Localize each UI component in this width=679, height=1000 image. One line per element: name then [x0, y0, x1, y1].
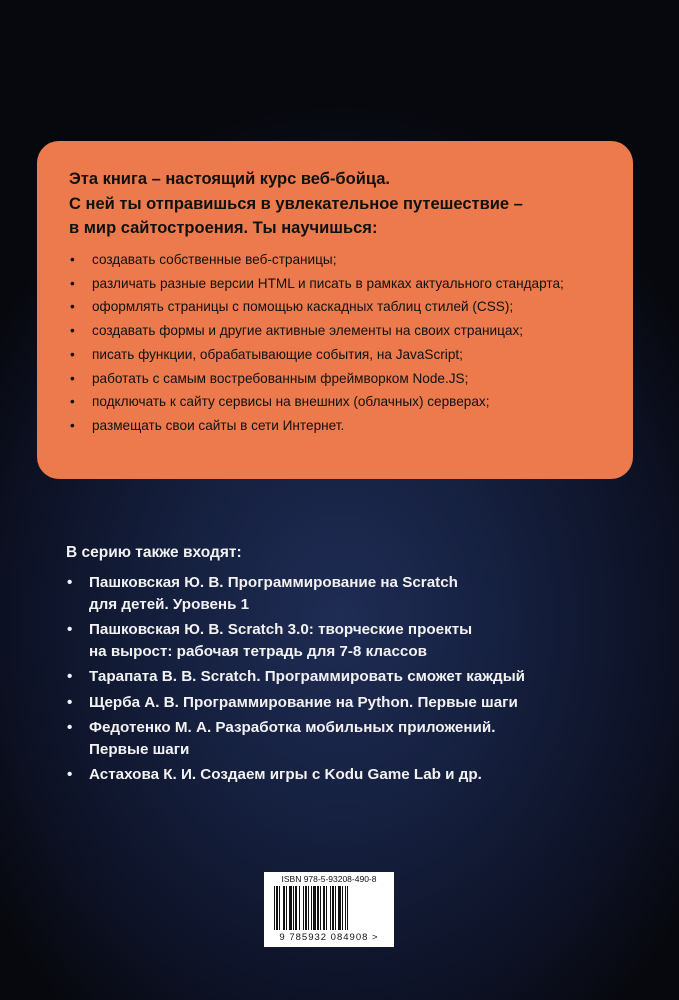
- barcode-stripe: [338, 886, 341, 930]
- barcode-stripe: [342, 886, 343, 930]
- skill-item: • подключать к сайту сервисы на внешних (облачных) серверах;: [67, 390, 627, 414]
- bullet-icon: •: [67, 719, 73, 736]
- intro-text: [69, 167, 629, 241]
- bullet-icon: •: [70, 323, 75, 339]
- barcode-stripe: [323, 886, 325, 930]
- barcode-stripe: [289, 886, 292, 930]
- series-list: [66, 572, 646, 786]
- barcode-stripe: [308, 886, 309, 930]
- barcode-stripe: [345, 886, 346, 930]
- skill-item: • оформлять страницы с помощью каскадных таблиц стилей (CSS);: [67, 295, 627, 319]
- series-item: • Щерба А. В. Программирование на Python. Первые шаги: [66, 692, 646, 714]
- bullet-icon: •: [67, 668, 73, 685]
- intro-line: в мир сайтостроения. Ты научишься:: [69, 219, 378, 237]
- barcode-label: [264, 872, 394, 947]
- series-item: • Тарапата В. В. Scratch. Программировать сможет каждый: [66, 666, 646, 688]
- series-item: • Астахова К. И. Создаем игры с Kodu Game Lab и др.: [66, 764, 646, 786]
- intro-line: С ней ты отправишься в увлекательное путешествие –: [69, 194, 523, 213]
- barcode-stripe: [293, 886, 294, 930]
- barcode-stripe: [305, 886, 307, 930]
- bullet-icon: •: [70, 370, 75, 386]
- skills-list: [67, 248, 627, 438]
- bullet-icon: •: [70, 394, 75, 410]
- barcode-stripe: [330, 886, 331, 930]
- barcode-digits: 9 785932 084908 >: [279, 932, 379, 943]
- barcode-stripe: [274, 886, 275, 930]
- barcode-stripe: [326, 886, 327, 930]
- bullet-icon: •: [70, 346, 75, 362]
- bullet-icon: •: [70, 252, 75, 267]
- barcode-stripe: [320, 886, 321, 930]
- barcode-stripe: [311, 886, 312, 930]
- barcode-stripe: [335, 886, 336, 930]
- barcode-stripe: [283, 886, 285, 930]
- bullet-icon: •: [67, 693, 73, 711]
- skill-item: • писать функции, обрабатывающие события, на JavaScript;: [67, 343, 627, 367]
- barcode-stripe: [332, 886, 334, 930]
- barcode-icon: [268, 886, 390, 932]
- skill-item: • создавать формы и другие активные элементы на своих страницах;: [67, 319, 627, 343]
- series-item: • Пашковская Ю. В. Scratch 3.0: творческие проекты на вырост: рабочая тетрадь для 7-8 классов: [67, 621, 473, 660]
- barcode-stripe: [279, 886, 280, 930]
- series-item: • Федотенко М. А. Разработка мобильных приложений. Первые шаги: [67, 719, 496, 758]
- description-panel: [37, 141, 633, 479]
- bullet-icon: •: [70, 299, 75, 315]
- barcode-stripe: [313, 886, 316, 930]
- bullet-icon: •: [70, 275, 75, 291]
- series-section: [66, 542, 646, 790]
- series-title: В серию также входят:: [66, 544, 242, 561]
- barcode-stripe: [303, 886, 304, 930]
- barcode-stripe: [347, 886, 348, 930]
- skill-item: • различать разные версии HTML и писать в рамках актуального стандарта;: [67, 272, 627, 296]
- bullet-icon: •: [67, 574, 73, 591]
- intro-line: Эта книга – настоящий курс веб-бойца.: [69, 170, 390, 188]
- skill-item: • создавать собственные веб-страницы;: [67, 248, 627, 272]
- barcode-stripe: [286, 886, 287, 930]
- barcode-stripe: [295, 886, 297, 930]
- barcode-stripe: [299, 886, 300, 930]
- skill-item: • размещать свои сайты в сети Интернет.: [67, 414, 627, 438]
- bullet-icon: •: [67, 621, 73, 638]
- bullet-icon: •: [67, 766, 73, 783]
- barcode-stripe: [317, 886, 319, 930]
- series-item: • Пашковская Ю. В. Программирование на Scratch для детей. Уровень 1: [67, 574, 458, 613]
- isbn-text: ISBN 978-5-93208-490-8: [281, 874, 377, 884]
- skill-item: • работать с самым востребованным фреймворком Node.JS;: [67, 367, 627, 391]
- bullet-icon: •: [70, 417, 75, 433]
- barcode-stripe: [276, 886, 278, 930]
